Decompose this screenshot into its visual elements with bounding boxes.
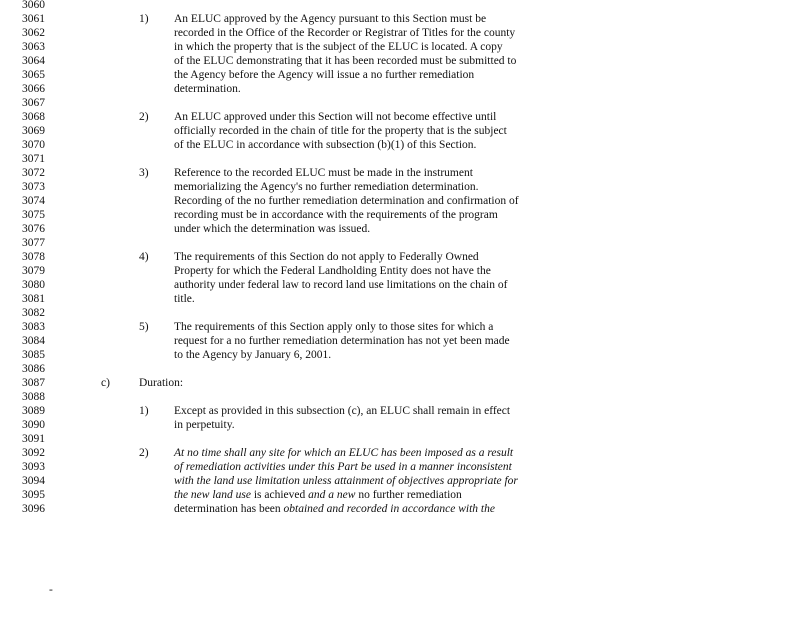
- text-span: obtained and recorded in accordance with the: [283, 503, 495, 515]
- line-number: 3083: [22, 321, 45, 333]
- line-number: 3078: [22, 251, 45, 263]
- text-line: [174, 488, 462, 502]
- line-number: 3070: [22, 139, 45, 151]
- line-number: 3082: [22, 307, 45, 319]
- text-span: the new land use: [174, 489, 251, 501]
- line-number: 3093: [22, 461, 45, 473]
- text-line: At no time shall any site for which an ELUC has been imposed as a result: [174, 447, 514, 459]
- text-line: Except as provided in this subsection (c), an ELUC shall remain in effect: [174, 405, 511, 417]
- line-number: 3064: [22, 55, 45, 67]
- line-number: 3085: [22, 349, 45, 361]
- text-line: title.: [174, 293, 195, 305]
- text-line: with the land use limitation unless attainment of objectives appropriate for: [174, 475, 518, 487]
- text-line: The requirements of this Section apply only to those sites for which a: [174, 321, 494, 333]
- subsection-heading: Duration:: [139, 377, 184, 389]
- line-number: 3060: [22, 0, 45, 11]
- line-number: 3061: [22, 13, 45, 25]
- text-line: An ELUC approved under this Section will not become effective until: [174, 111, 497, 123]
- text-line: determination.: [174, 83, 241, 95]
- text-line: of the ELUC demonstrating that it has been recorded must be submitted to: [174, 55, 517, 67]
- item-marker: 3): [139, 167, 149, 179]
- footer-mark: -: [49, 584, 53, 596]
- line-number: 3071: [22, 153, 45, 165]
- text-line: recorded in the Office of the Recorder or Registrar of Titles for the county: [174, 27, 516, 39]
- subsection-marker: c): [101, 377, 110, 389]
- line-number: 3096: [22, 503, 45, 515]
- line-number: 3074: [22, 195, 45, 207]
- line-number: 3069: [22, 125, 45, 137]
- text-line: The requirements of this Section do not apply to Federally Owned: [174, 251, 479, 263]
- line-number: 3066: [22, 83, 45, 95]
- line-number: 3081: [22, 293, 45, 305]
- line-number: 3080: [22, 279, 45, 291]
- line-number: 3090: [22, 419, 45, 431]
- line-number: 3095: [22, 489, 45, 501]
- line-number: 3068: [22, 111, 45, 123]
- text-line: under which the determination was issued.: [174, 223, 371, 235]
- line-number: 3072: [22, 167, 45, 179]
- line-number: 3091: [22, 433, 45, 445]
- text-line: in which the property that is the subject of the ELUC is located. A copy: [174, 41, 503, 53]
- text-line: [174, 502, 495, 516]
- line-number: 3067: [22, 97, 45, 109]
- text-line: the Agency before the Agency will issue a no further remediation: [174, 69, 475, 81]
- item-marker: 4): [139, 251, 149, 263]
- line-number: 3092: [22, 447, 45, 459]
- item-marker: 1): [139, 13, 149, 25]
- item-marker: 2): [139, 111, 149, 123]
- text-line: Recording of the no further remediation determination and confirmation of: [174, 195, 519, 207]
- text-line: Reference to the recorded ELUC must be made in the instrument: [174, 167, 473, 179]
- line-number: 3079: [22, 265, 45, 277]
- text-line: in perpetuity.: [174, 419, 235, 431]
- line-number: 3087: [22, 377, 45, 389]
- text-line: officially recorded in the chain of title for the property that is the subject: [174, 125, 507, 137]
- text-span: and a new: [308, 489, 356, 501]
- text-span: no further remediation: [355, 489, 462, 501]
- text-line: authority under federal law to record land use limitations on the chain of: [174, 279, 508, 291]
- line-number: 3086: [22, 363, 45, 375]
- item-marker: 1): [139, 405, 149, 417]
- text-line: recording must be in accordance with the requirements of the program: [174, 209, 498, 221]
- text-line: to the Agency by January 6, 2001.: [174, 349, 332, 361]
- text-line: of remediation activities under this Part be used in a manner inconsistent: [174, 461, 512, 473]
- line-number: 3084: [22, 335, 45, 347]
- line-number: 3075: [22, 209, 45, 221]
- text-line: request for a no further remediation determination has not yet been made: [174, 335, 510, 347]
- line-number: 3076: [22, 223, 45, 235]
- item-marker: 2): [139, 447, 149, 459]
- text-line: memorializing the Agency's no further remediation determination.: [174, 181, 479, 193]
- item-marker: 5): [139, 321, 149, 333]
- line-number: 3089: [22, 405, 45, 417]
- line-number: 3077: [22, 237, 45, 249]
- line-number: 3063: [22, 41, 45, 53]
- line-number: 3088: [22, 391, 45, 403]
- text-span: determination has been: [174, 503, 284, 515]
- text-line: of the ELUC in accordance with subsection (b)(1) of this Section.: [174, 139, 477, 151]
- line-number: 3094: [22, 475, 45, 487]
- line-number: 3062: [22, 27, 45, 39]
- line-number: 3073: [22, 181, 45, 193]
- text-line: An ELUC approved by the Agency pursuant to this Section must be: [174, 13, 487, 25]
- text-span: is achieved: [250, 489, 309, 501]
- text-line: Property for which the Federal Landholding Entity does not have the: [174, 265, 491, 277]
- line-number: 3065: [22, 69, 45, 81]
